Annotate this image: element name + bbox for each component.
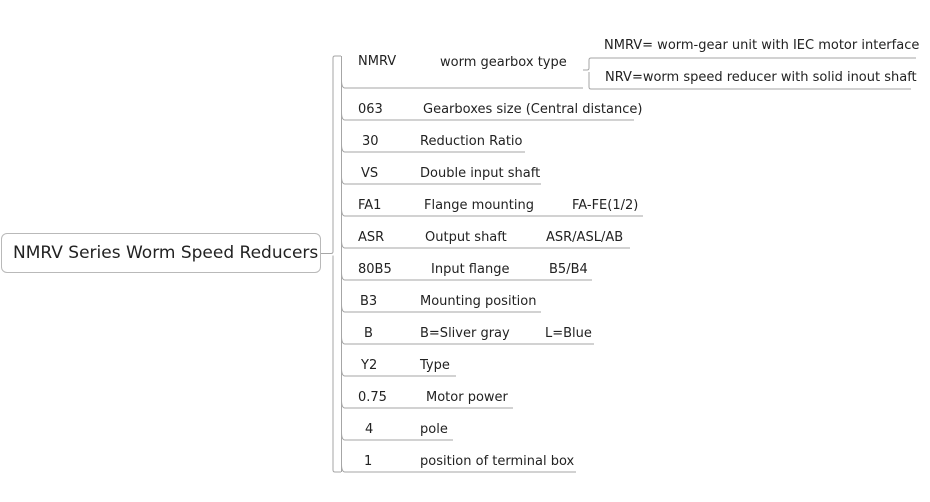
- branch-code-11[interactable]: 4: [365, 422, 374, 437]
- branch-desc-4[interactable]: Flange mounting: [424, 198, 534, 213]
- root-node[interactable]: [1, 233, 321, 273]
- branch-code-4[interactable]: FA1: [358, 198, 382, 213]
- branch-code-12[interactable]: 1: [364, 454, 373, 469]
- branch-desc-6[interactable]: Input flange: [431, 262, 510, 277]
- branch-extra-8[interactable]: L=Blue: [545, 326, 592, 341]
- branch-code-2[interactable]: 30: [362, 134, 379, 149]
- branch-code-7[interactable]: B3: [360, 294, 378, 309]
- branch-desc-8[interactable]: B=Sliver gray: [420, 326, 510, 341]
- root-connector: [321, 56, 341, 472]
- branch-extra-5[interactable]: ASR/ASL/AB: [546, 230, 624, 245]
- branch-desc-3[interactable]: Double input shaft: [420, 166, 541, 181]
- sub-branch-1[interactable]: NRV=worm speed reducer with solid inout shaft: [605, 70, 917, 85]
- branch-code-9[interactable]: Y2: [361, 358, 378, 373]
- branch-code-0[interactable]: NMRV: [358, 54, 397, 69]
- branch-desc-0[interactable]: worm gearbox type: [440, 55, 567, 70]
- branch-desc-11[interactable]: pole: [420, 422, 448, 437]
- branch-code-8[interactable]: B: [364, 326, 373, 341]
- root-label: NMRV Series Worm Speed Reducers: [13, 243, 319, 263]
- branch-desc-1[interactable]: Gearboxes size (Central distance): [423, 102, 643, 117]
- branch-desc-7[interactable]: Mounting position: [420, 294, 537, 309]
- branch-desc-9[interactable]: Type: [420, 358, 450, 373]
- branch-code-5[interactable]: ASR: [358, 230, 385, 245]
- branch-code-1[interactable]: 063: [358, 102, 383, 117]
- branch-extra-6[interactable]: B5/B4: [549, 262, 588, 277]
- branch-desc-10[interactable]: Motor power: [426, 390, 508, 405]
- branch-desc-2[interactable]: Reduction Ratio: [420, 134, 523, 149]
- sub-branch-0[interactable]: NMRV= worm-gear unit with IEC motor interface: [604, 38, 920, 53]
- branch-code-3[interactable]: VS: [361, 166, 379, 181]
- branch-code-6[interactable]: 80B5: [358, 262, 392, 277]
- branch-extra-4[interactable]: FA-FE(1/2): [572, 198, 639, 213]
- sub-connector: [583, 58, 596, 89]
- branch-desc-12[interactable]: position of terminal box: [420, 454, 575, 469]
- branch-desc-5[interactable]: Output shaft: [425, 230, 507, 245]
- branch-underline-0: [342, 80, 584, 88]
- branch-code-10[interactable]: 0.75: [358, 390, 387, 405]
